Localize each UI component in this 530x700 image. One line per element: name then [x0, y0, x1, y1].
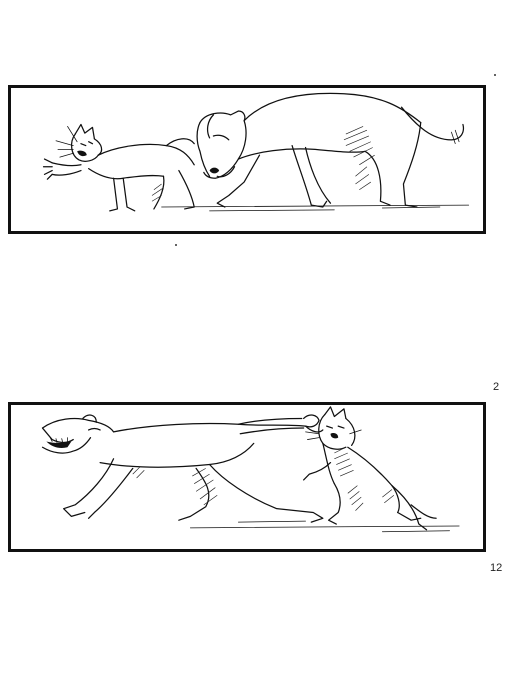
speck: [175, 244, 177, 246]
dog-figure: [197, 93, 463, 207]
cat-figure: [44, 124, 195, 210]
panel-2-illustration: [11, 405, 483, 549]
page-number-upper: 2: [493, 381, 500, 393]
cat-figure: [304, 407, 436, 530]
dog-figure: [43, 415, 323, 522]
comic-panel-2: [8, 402, 486, 552]
comic-panel-1: [8, 85, 486, 234]
panel-1-illustration: [11, 88, 483, 231]
speck: [494, 74, 496, 76]
page-number-lower: 12: [490, 562, 503, 574]
